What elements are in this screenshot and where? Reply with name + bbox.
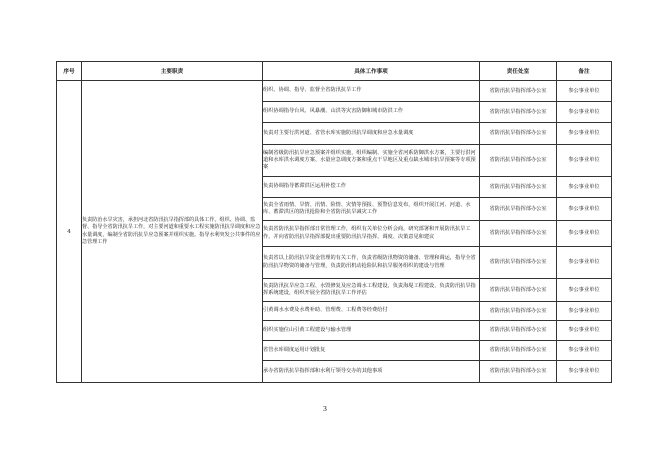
dept-cell: 省防汛抗旱指挥部办公室: [480, 279, 557, 302]
task-cell: 负责协调指导蓄滞洪区运用补偿工作: [263, 177, 480, 198]
remark-cell: 参公事业单位: [557, 361, 612, 383]
dept-cell: 省防汛抗旱指挥部办公室: [480, 123, 557, 145]
task-cell: 负责防汛抗旱应急工程、水毁修复及应急调水工程建设，负责海堤工程建设，负责防汛抗旱指挥系统建设，组织开展全省防汛抗旱工作评估: [263, 279, 480, 302]
dept-cell: 省防汛抗旱指挥部办公室: [480, 221, 557, 247]
page-number: 3: [322, 405, 328, 413]
remark-cell: 参公事业单位: [557, 102, 612, 123]
dept-cell: 省防汛抗旱指挥部办公室: [480, 177, 557, 198]
task-cell: 引黄调水水费及水费补助、管理费、工程费等经费给付: [263, 302, 480, 321]
seq-cell: 4: [57, 81, 82, 383]
remark-cell: 参公事业单位: [557, 247, 612, 279]
header-duty: 主要职责: [82, 62, 263, 81]
task-cell: 省管水库调度运用计划批复: [263, 341, 480, 361]
task-cell: 组织协调指导台风、风暴潮、山洪等灾害防御和城市防洪工作: [263, 102, 480, 123]
dept-cell: 省防汛抗旱指挥部办公室: [480, 247, 557, 279]
dept-cell: 省防汛抗旱指挥部办公室: [480, 145, 557, 177]
remark-cell: 参公事业单位: [557, 198, 612, 221]
header-seq: 序号: [57, 62, 82, 81]
task-cell: 组织、协调、指导、监督全省防汛抗旱工作: [263, 81, 480, 102]
task-cell: 负责省防汛抗旱指挥部日常管理工作，组织有关单位分析会商，研究部署和开展防汛抗旱工作，并向省防汛抗旱指挥部提出重要防汛抗旱指挥、调度、决策意见和建议: [263, 221, 480, 247]
remark-cell: 参公事业单位: [557, 145, 612, 177]
task-cell: 组织实施位山引黄工程建设与输水管理: [263, 321, 480, 341]
remark-cell: 参公事业单位: [557, 321, 612, 341]
remark-cell: 参公事业单位: [557, 279, 612, 302]
task-cell: 编制省级防汛抗旱应急预案并组织实施，组织编制、实施全省河系防御洪水方案，主要行洪河道和水库洪水调度方案、水量应急调度方案和重点干旱地区及重点缺水城市抗旱预案等专项预案: [263, 145, 480, 177]
task-cell: 负责省以上防汛抗旱资金管理的有关工作，负责省级防汛物资的储备、管理和调运，指导全省防汛抗旱物资的储备与管理，负责防汛机动抢险队和抗旱服务组织的建设与管理: [263, 247, 480, 279]
dept-cell: 省防汛抗旱指挥部办公室: [480, 361, 557, 383]
table-row: [57, 81, 612, 102]
dept-cell: 省防汛抗旱指挥部办公室: [480, 81, 557, 102]
task-cell: 负责对主要行洪河道、省管水库实施防汛抗旱调度和应急水量调度: [263, 123, 480, 145]
remark-cell: 参公事业单位: [557, 221, 612, 247]
duty-table: [56, 61, 612, 383]
dept-cell: 省防汛抗旱指挥部办公室: [480, 102, 557, 123]
dept-cell: 省防汛抗旱指挥部办公室: [480, 198, 557, 221]
header-remark: 备注: [557, 62, 612, 81]
dept-cell: 省防汛抗旱指挥部办公室: [480, 321, 557, 341]
duty-cell: 负责防治水旱灾害，承担河北省防汛抗旱指挥部的具体工作。组织、协调、监督、指导全省防汛抗旱工作，对主要河道和重要水工程实施防汛抗旱调度和应急水量调度，编制全省防汛抗旱应急预案并组织实施。指导水利突发公共事件的应急管理工作: [82, 81, 263, 383]
remark-cell: 参公事业单位: [557, 81, 612, 102]
table-header-row: [57, 62, 612, 81]
task-cell: 负责全省雨情、旱情、汛情、险情、灾情等预报、预警信息发布，组织开展江河、河道、水库、蓄滞洪区的防汛抢险和全省防汛抗旱减灾工作: [263, 198, 480, 221]
dept-cell: 省防汛抗旱指挥部办公室: [480, 341, 557, 361]
header-dept: 责任处室: [480, 62, 557, 81]
header-task: 具体工作事项: [263, 62, 480, 81]
remark-cell: 参公事业单位: [557, 177, 612, 198]
remark-cell: 参公事业单位: [557, 123, 612, 145]
remark-cell: 参公事业单位: [557, 302, 612, 321]
remark-cell: 参公事业单位: [557, 341, 612, 361]
dept-cell: 省防汛抗旱指挥部办公室: [480, 302, 557, 321]
task-cell: 承办省防汛抗旱指挥部和水利厅领导交办的其他事项: [263, 361, 480, 383]
